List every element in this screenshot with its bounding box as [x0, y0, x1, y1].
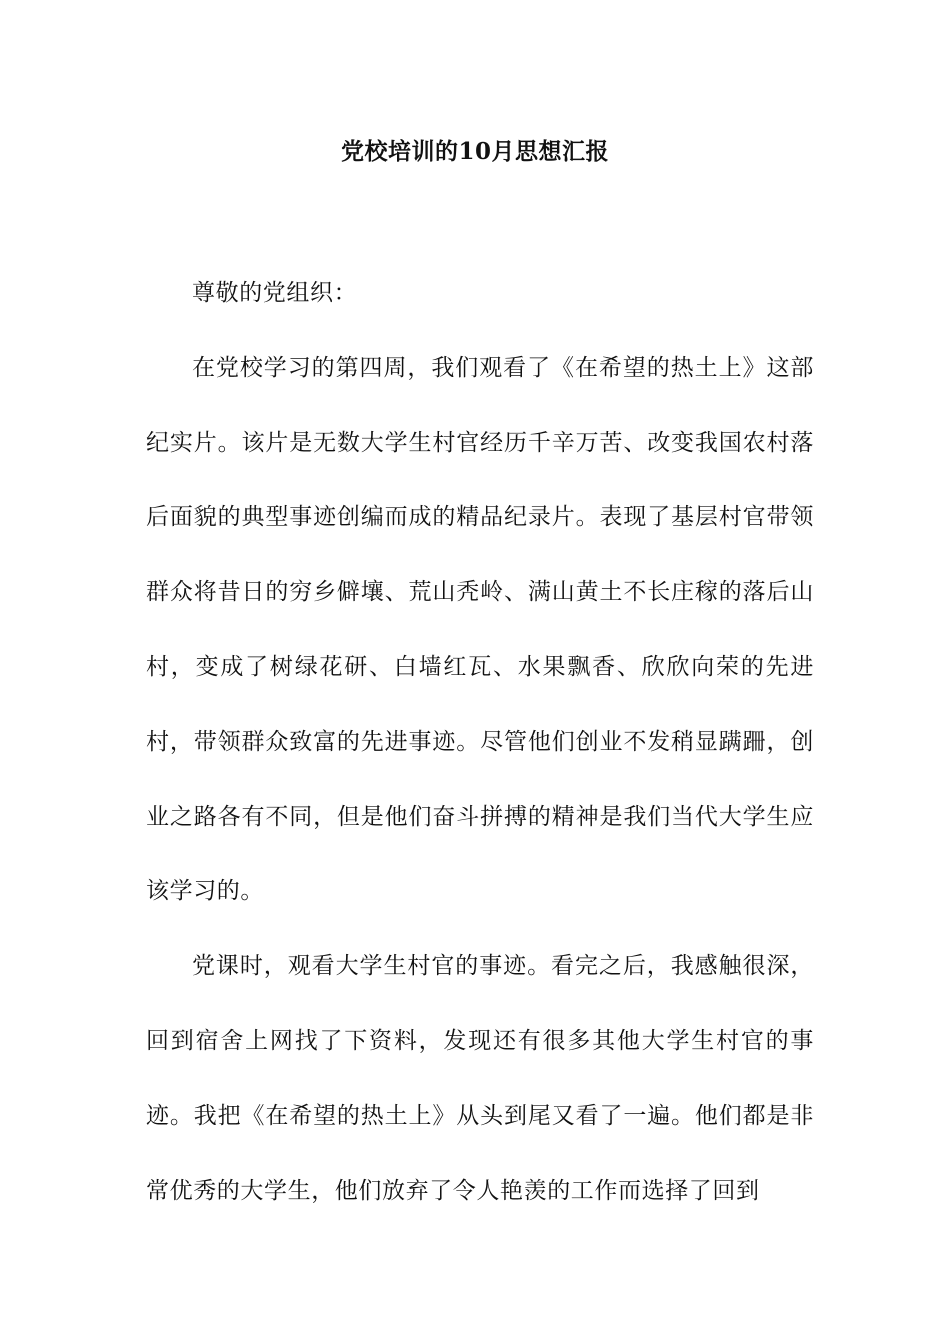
paragraph-2: 党课时，观看大学生村官的事迹。看完之后，我感触很深，回到宿舍上网找了下资料，发现还有很多其他大学生村官的事迹。我把《在希望的热土上》从头到尾又看了一遍。他们都是非常优秀的大学生，他们放弃了令人艳羡的工作而选择了回到 [146, 953, 814, 1204]
document-title: 党校培训的10月思想汇报 [340, 138, 609, 165]
document-body [146, 256, 814, 1228]
salutation: 尊敬的党组织： [192, 280, 358, 306]
paragraph-1: 在党校学习的第四周，我们观看了《在希望的热土上》这部纪实片。该片是无数大学生村官经历千辛万苦、改变我国农村落后面貌的典型事迹创编而成的精品纪录片。表现了基层村官带领群众将昔日的穷乡僻壤、荒山秃岭、满山黄土不长庄稼的落后山村，变成了树绿花研、白墙红瓦、水果飘香、欣欣向荣的先进村，带领群众致富的先进事迹。尽管他们创业不发稍显蹒跚，创业之路各有不同，但是他们奋斗拼搏的精神是我们当代大学生应该学习的。 [146, 354, 814, 905]
